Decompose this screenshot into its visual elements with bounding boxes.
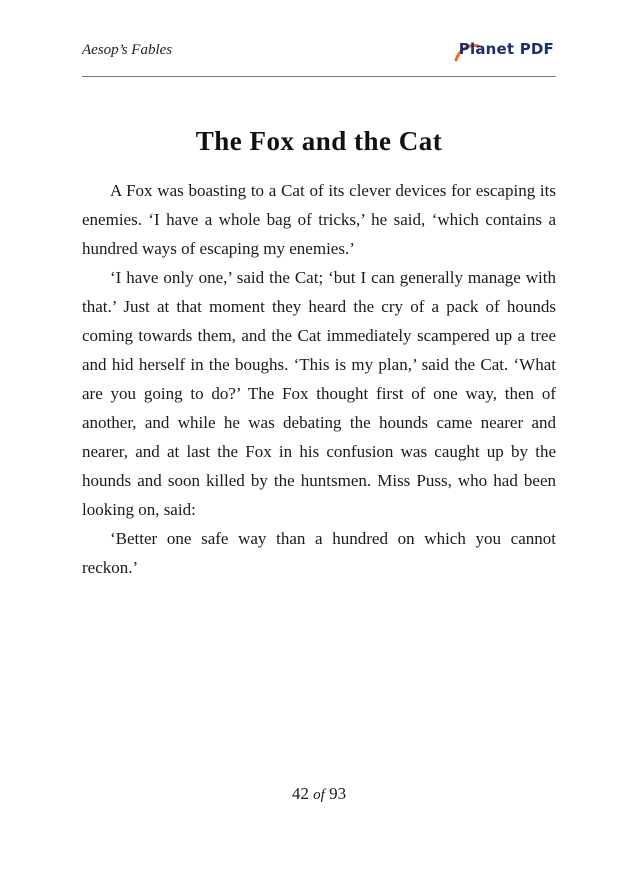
page-current: 42	[291, 784, 309, 803]
page-header	[82, 38, 556, 72]
paragraph: ‘I have only one,’ said the Cat; ‘but I can generally manage with that.’ Just at that moment they heard the cry of a pack of hounds coming towards them, and the Cat immediately scampered up a tree and hid herself in the boughs. ‘This is my plan,’ said the Cat. ‘What are you going to do?’ The Fox thought first of one way, then of another, and while he was debating the hounds came nearer and nearer, and at last the Fox in his confusion was caught up by the hounds and soon killed by the huntsmen. Miss Puss, who had been looking on, said:	[82, 268, 556, 519]
page-of-label: of	[313, 787, 325, 803]
page-total: 93	[329, 784, 347, 803]
planet-pdf-logo	[452, 38, 556, 68]
fable-title: The Fox and the Cat	[195, 126, 443, 156]
logo-text: Planet PDF	[458, 40, 554, 58]
page-number	[82, 784, 556, 804]
paragraph: A Fox was boasting to a Cat of its clever devices for escaping its enemies. ‘I have a whole bag of tricks,’ he said, ‘which contains a hundred ways of escaping my enemies.’	[82, 181, 556, 258]
book-title: Aesop’s Fables	[82, 42, 173, 58]
header-divider	[82, 76, 556, 77]
paragraph: ‘Better one safe way than a hundred on which you cannot reckon.’	[82, 529, 556, 577]
fable-body	[82, 176, 556, 582]
